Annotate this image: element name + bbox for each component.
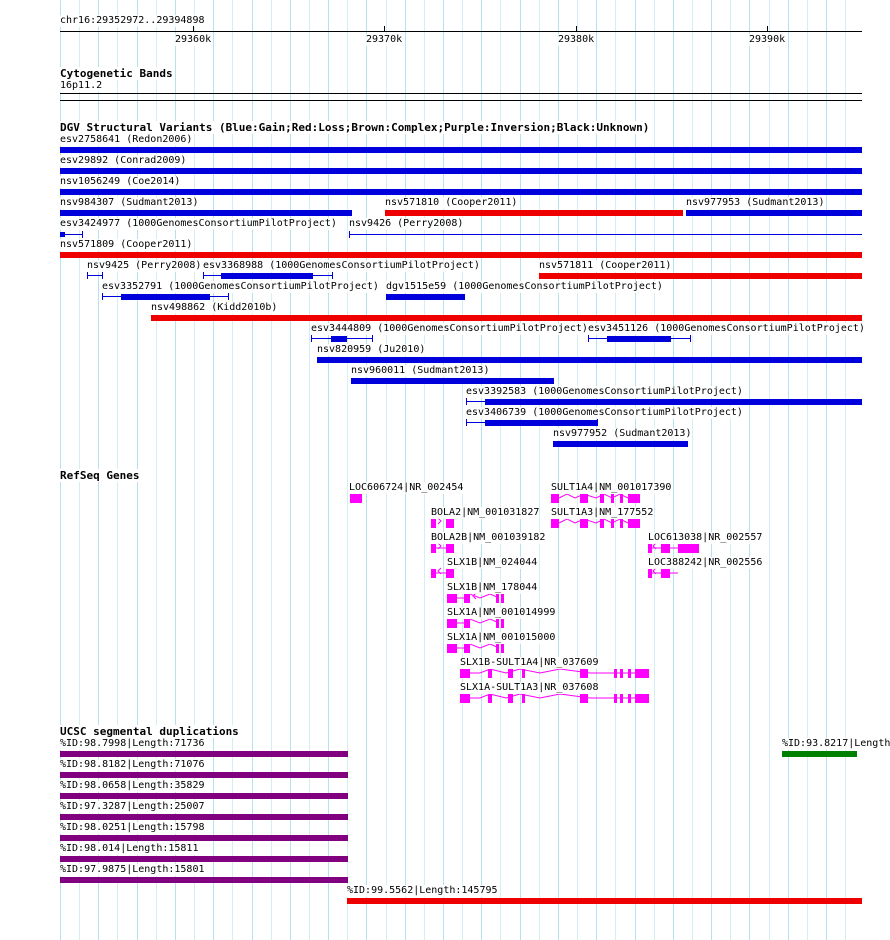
segdup-label: %ID:98.014|Length:15811 — [60, 843, 199, 854]
gene-exon[interactable] — [488, 669, 492, 678]
track-title-dgv: DGV Structural Variants (Blue:Gain;Red:Loss;Brown:Complex;Purple:Inversion;Black:Unknown) — [60, 121, 650, 134]
segdup-bar[interactable] — [60, 751, 348, 757]
variant-label: esv3368988 (1000GenomesConsortiumPilotProject) — [203, 260, 480, 271]
gene-exon[interactable] — [661, 544, 670, 553]
ruler-tick-label: 29360k — [175, 34, 212, 45]
gene-label: BOLA2B|NM_001039182 — [431, 532, 546, 543]
gene-exon[interactable] — [522, 694, 525, 703]
gene-exon[interactable] — [620, 669, 623, 678]
gene-exon[interactable] — [600, 494, 604, 503]
segdup-bar[interactable] — [60, 856, 348, 862]
gene-exon[interactable] — [431, 519, 436, 528]
variant-label: esv3444809 (1000GenomesConsortiumPilotProject) — [311, 323, 588, 334]
segdup-label: %ID:98.8182|Length:71076 — [60, 759, 205, 770]
variant-label: nsv571810 (Cooper2011) — [385, 197, 518, 208]
variant-label: nsv498862 (Kidd2010b) — [151, 302, 278, 313]
gene-label: SLX1B-SULT1A4|NR_037609 — [460, 657, 599, 668]
variant-label: nsv571809 (Cooper2011) — [60, 239, 193, 250]
ruler-tick-label: 29380k — [558, 34, 595, 45]
gene-exon[interactable] — [620, 519, 623, 528]
segdup-bar[interactable] — [60, 772, 348, 778]
segdup-bar[interactable] — [60, 793, 348, 799]
segdup-bar[interactable] — [60, 835, 348, 841]
gene-exon[interactable] — [350, 494, 362, 503]
gene-label: SULT1A3|NM_177552 — [551, 507, 654, 518]
gene-exon[interactable] — [600, 519, 604, 528]
segdup-bar[interactable] — [60, 814, 348, 820]
gene-label: SLX1B|NM_024044 — [447, 557, 538, 568]
gene-exon[interactable] — [628, 669, 631, 678]
gene-label: SLX1A|NM_001015000 — [447, 632, 556, 643]
gene-exon[interactable] — [551, 519, 559, 528]
variant-label: nsv820959 (Ju2010) — [317, 344, 426, 355]
gene-exon[interactable] — [620, 494, 623, 503]
gene-exon[interactable] — [628, 694, 631, 703]
gene-exon[interactable] — [508, 669, 513, 678]
gene-label: LOC606724|NR_002454 — [349, 482, 464, 493]
gene-exon[interactable] — [522, 669, 525, 678]
variant-label: esv3392583 (1000GenomesConsortiumPilotProject) — [466, 386, 743, 397]
gene-exon[interactable] — [464, 644, 470, 653]
gene-exon[interactable] — [446, 569, 454, 578]
gene-exon[interactable] — [501, 594, 504, 603]
variant-label: esv2758641 (Redon2006) — [60, 134, 193, 145]
track-title-cytobands: Cytogenetic Bands — [60, 67, 173, 80]
variant-label: nsv571811 (Cooper2011) — [539, 260, 672, 271]
segdup-bar[interactable] — [782, 751, 857, 757]
gene-exon[interactable] — [501, 619, 504, 628]
ruler-location: chr16:29352972..29394898 — [60, 15, 205, 26]
variant-label: dgv1515e59 (1000GenomesConsortiumPilotProject) — [386, 281, 663, 292]
variant-label: nsv977953 (Sudmant2013) — [686, 197, 825, 208]
gene-exon[interactable] — [614, 694, 617, 703]
segdup-label: %ID:97.3287|Length:25007 — [60, 801, 205, 812]
gene-exon[interactable] — [464, 619, 470, 628]
gene-exon[interactable] — [460, 669, 470, 678]
variant-label: nsv1056249 (Coe2014) — [60, 176, 181, 187]
gene-exon[interactable] — [628, 494, 640, 503]
gene-exon[interactable] — [446, 544, 454, 553]
gene-exon[interactable] — [580, 694, 588, 703]
gene-label: SLX1A|NM_001014999 — [447, 607, 556, 618]
track-title-refseq: RefSeq Genes — [60, 469, 140, 482]
gene-exon[interactable] — [496, 594, 499, 603]
gene-exon[interactable] — [501, 644, 504, 653]
gene-exon[interactable] — [496, 619, 499, 628]
gene-exon[interactable] — [488, 694, 492, 703]
variant-label: nsv9426 (Perry2008) — [349, 218, 464, 229]
gene-exon[interactable] — [678, 544, 699, 553]
gene-exon[interactable] — [614, 669, 617, 678]
variant-label: esv3352791 (1000GenomesConsortiumPilotProject) — [102, 281, 379, 292]
gene-exon[interactable] — [508, 694, 513, 703]
track-title-segdups: UCSC segmental duplications — [60, 725, 239, 738]
gene-exon[interactable] — [464, 594, 470, 603]
gene-exon[interactable] — [648, 544, 652, 553]
variant-label: esv3424977 (1000GenomesConsortiumPilotProject) — [60, 218, 337, 229]
gene-exon[interactable] — [648, 569, 652, 578]
gene-exon[interactable] — [551, 494, 559, 503]
variant-label: esv29892 (Conrad2009) — [60, 155, 187, 166]
gene-exon[interactable] — [635, 694, 649, 703]
gene-exon[interactable] — [431, 569, 436, 578]
variant-label: nsv984307 (Sudmant2013) — [60, 197, 199, 208]
variant-label: nsv960011 (Sudmant2013) — [351, 365, 490, 376]
variant-label: nsv9425 (Perry2008) — [87, 260, 202, 271]
gene-exon[interactable] — [620, 694, 623, 703]
gene-label: LOC388242|NR_002556 — [648, 557, 763, 568]
segdup-bar[interactable] — [60, 877, 348, 883]
gene-exon[interactable] — [635, 669, 649, 678]
variant-label: esv3406739 (1000GenomesConsortiumPilotProject) — [466, 407, 743, 418]
gene-exon[interactable] — [661, 569, 670, 578]
gene-exon[interactable] — [447, 594, 457, 603]
gene-exon[interactable] — [446, 519, 454, 528]
gene-label: SLX1B|NM_178044 — [447, 582, 538, 593]
gene-exon[interactable] — [580, 669, 588, 678]
gene-exon[interactable] — [580, 519, 588, 528]
segdup-label: %ID:98.7998|Length:71736 — [60, 738, 205, 749]
gene-exon[interactable] — [580, 494, 588, 503]
segdup-label: %ID:97.9875|Length:15801 — [60, 864, 205, 875]
gene-exon[interactable] — [496, 644, 499, 653]
variant-label: esv3451126 (1000GenomesConsortiumPilotProject) — [588, 323, 865, 334]
gene-exon[interactable] — [460, 694, 470, 703]
gene-exon[interactable] — [611, 494, 614, 503]
segdup-label: %ID:93.8217|Length — [782, 738, 890, 749]
gene-exon[interactable] — [447, 619, 457, 628]
ruler-tick-label: 29390k — [749, 34, 786, 45]
gene-exon[interactable] — [447, 644, 457, 653]
gene-exon[interactable] — [611, 519, 614, 528]
segdup-label: %ID:99.5562|Length:145795 — [347, 885, 498, 896]
cytoband-label: 16p11.2 — [60, 80, 103, 91]
gene-exon[interactable] — [628, 519, 640, 528]
ruler-tick-label: 29370k — [366, 34, 403, 45]
gene-label: LOC613038|NR_002557 — [648, 532, 763, 543]
segdup-bar[interactable] — [347, 898, 862, 904]
gene-exon[interactable] — [431, 544, 436, 553]
gene-label: BOLA2|NM_001031827 — [431, 507, 540, 518]
variant-label: nsv977952 (Sudmant2013) — [553, 428, 692, 439]
gene-label: SULT1A4|NM_001017390 — [551, 482, 672, 493]
gene-label: SLX1A-SULT1A3|NR_037608 — [460, 682, 599, 693]
segdup-label: %ID:98.0251|Length:15798 — [60, 822, 205, 833]
segdup-label: %ID:98.0658|Length:35829 — [60, 780, 205, 791]
